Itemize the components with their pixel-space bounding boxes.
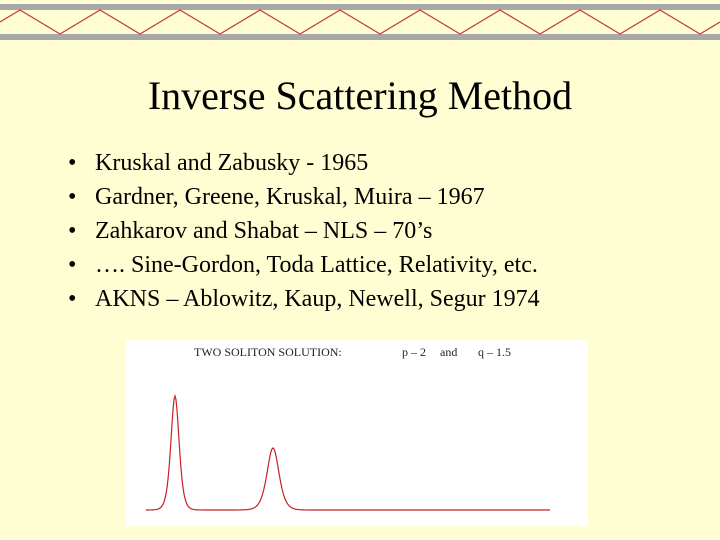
bullet-text: …. Sine-Gordon, Toda Lattice, Relativity, etc. <box>95 252 538 278</box>
band-stripe-bottom <box>0 34 720 40</box>
decorative-top-band <box>0 0 720 46</box>
bullet-dot: • <box>68 218 77 244</box>
soliton-curve <box>146 396 550 510</box>
bullet-dot: • <box>68 150 77 176</box>
bullet-item <box>68 146 540 180</box>
bullet-item <box>68 214 540 248</box>
figure-heading: TWO SOLITON SOLUTION: <box>194 345 342 359</box>
bullet-text: Kruskal and Zabusky - 1965 <box>95 150 369 176</box>
bullet-item <box>68 282 540 316</box>
bullet-text: AKNS – Ablowitz, Kaup, Newell, Segur 1974 <box>95 286 540 312</box>
band-stripe-top <box>0 4 720 10</box>
bullet-dot: • <box>68 184 77 210</box>
figure-q-label: q – 1.5 <box>478 345 511 359</box>
slide-title: Inverse Scattering Method <box>147 73 573 118</box>
bullet-text: Gardner, Greene, Kruskal, Muira – 1967 <box>95 184 485 210</box>
bullet-dot: • <box>68 252 77 278</box>
two-soliton-figure <box>126 340 588 526</box>
band-zigzag <box>0 10 720 34</box>
soliton-plot <box>126 340 588 526</box>
bullet-item <box>68 180 540 214</box>
bullet-list <box>68 146 540 316</box>
figure-p-label: p – 2 <box>402 345 426 359</box>
bullet-dot: • <box>68 286 77 312</box>
figure-and-label: and <box>440 345 458 359</box>
bullet-text: Zahkarov and Shabat – NLS – 70’s <box>95 218 433 244</box>
bullet-item <box>68 248 540 282</box>
